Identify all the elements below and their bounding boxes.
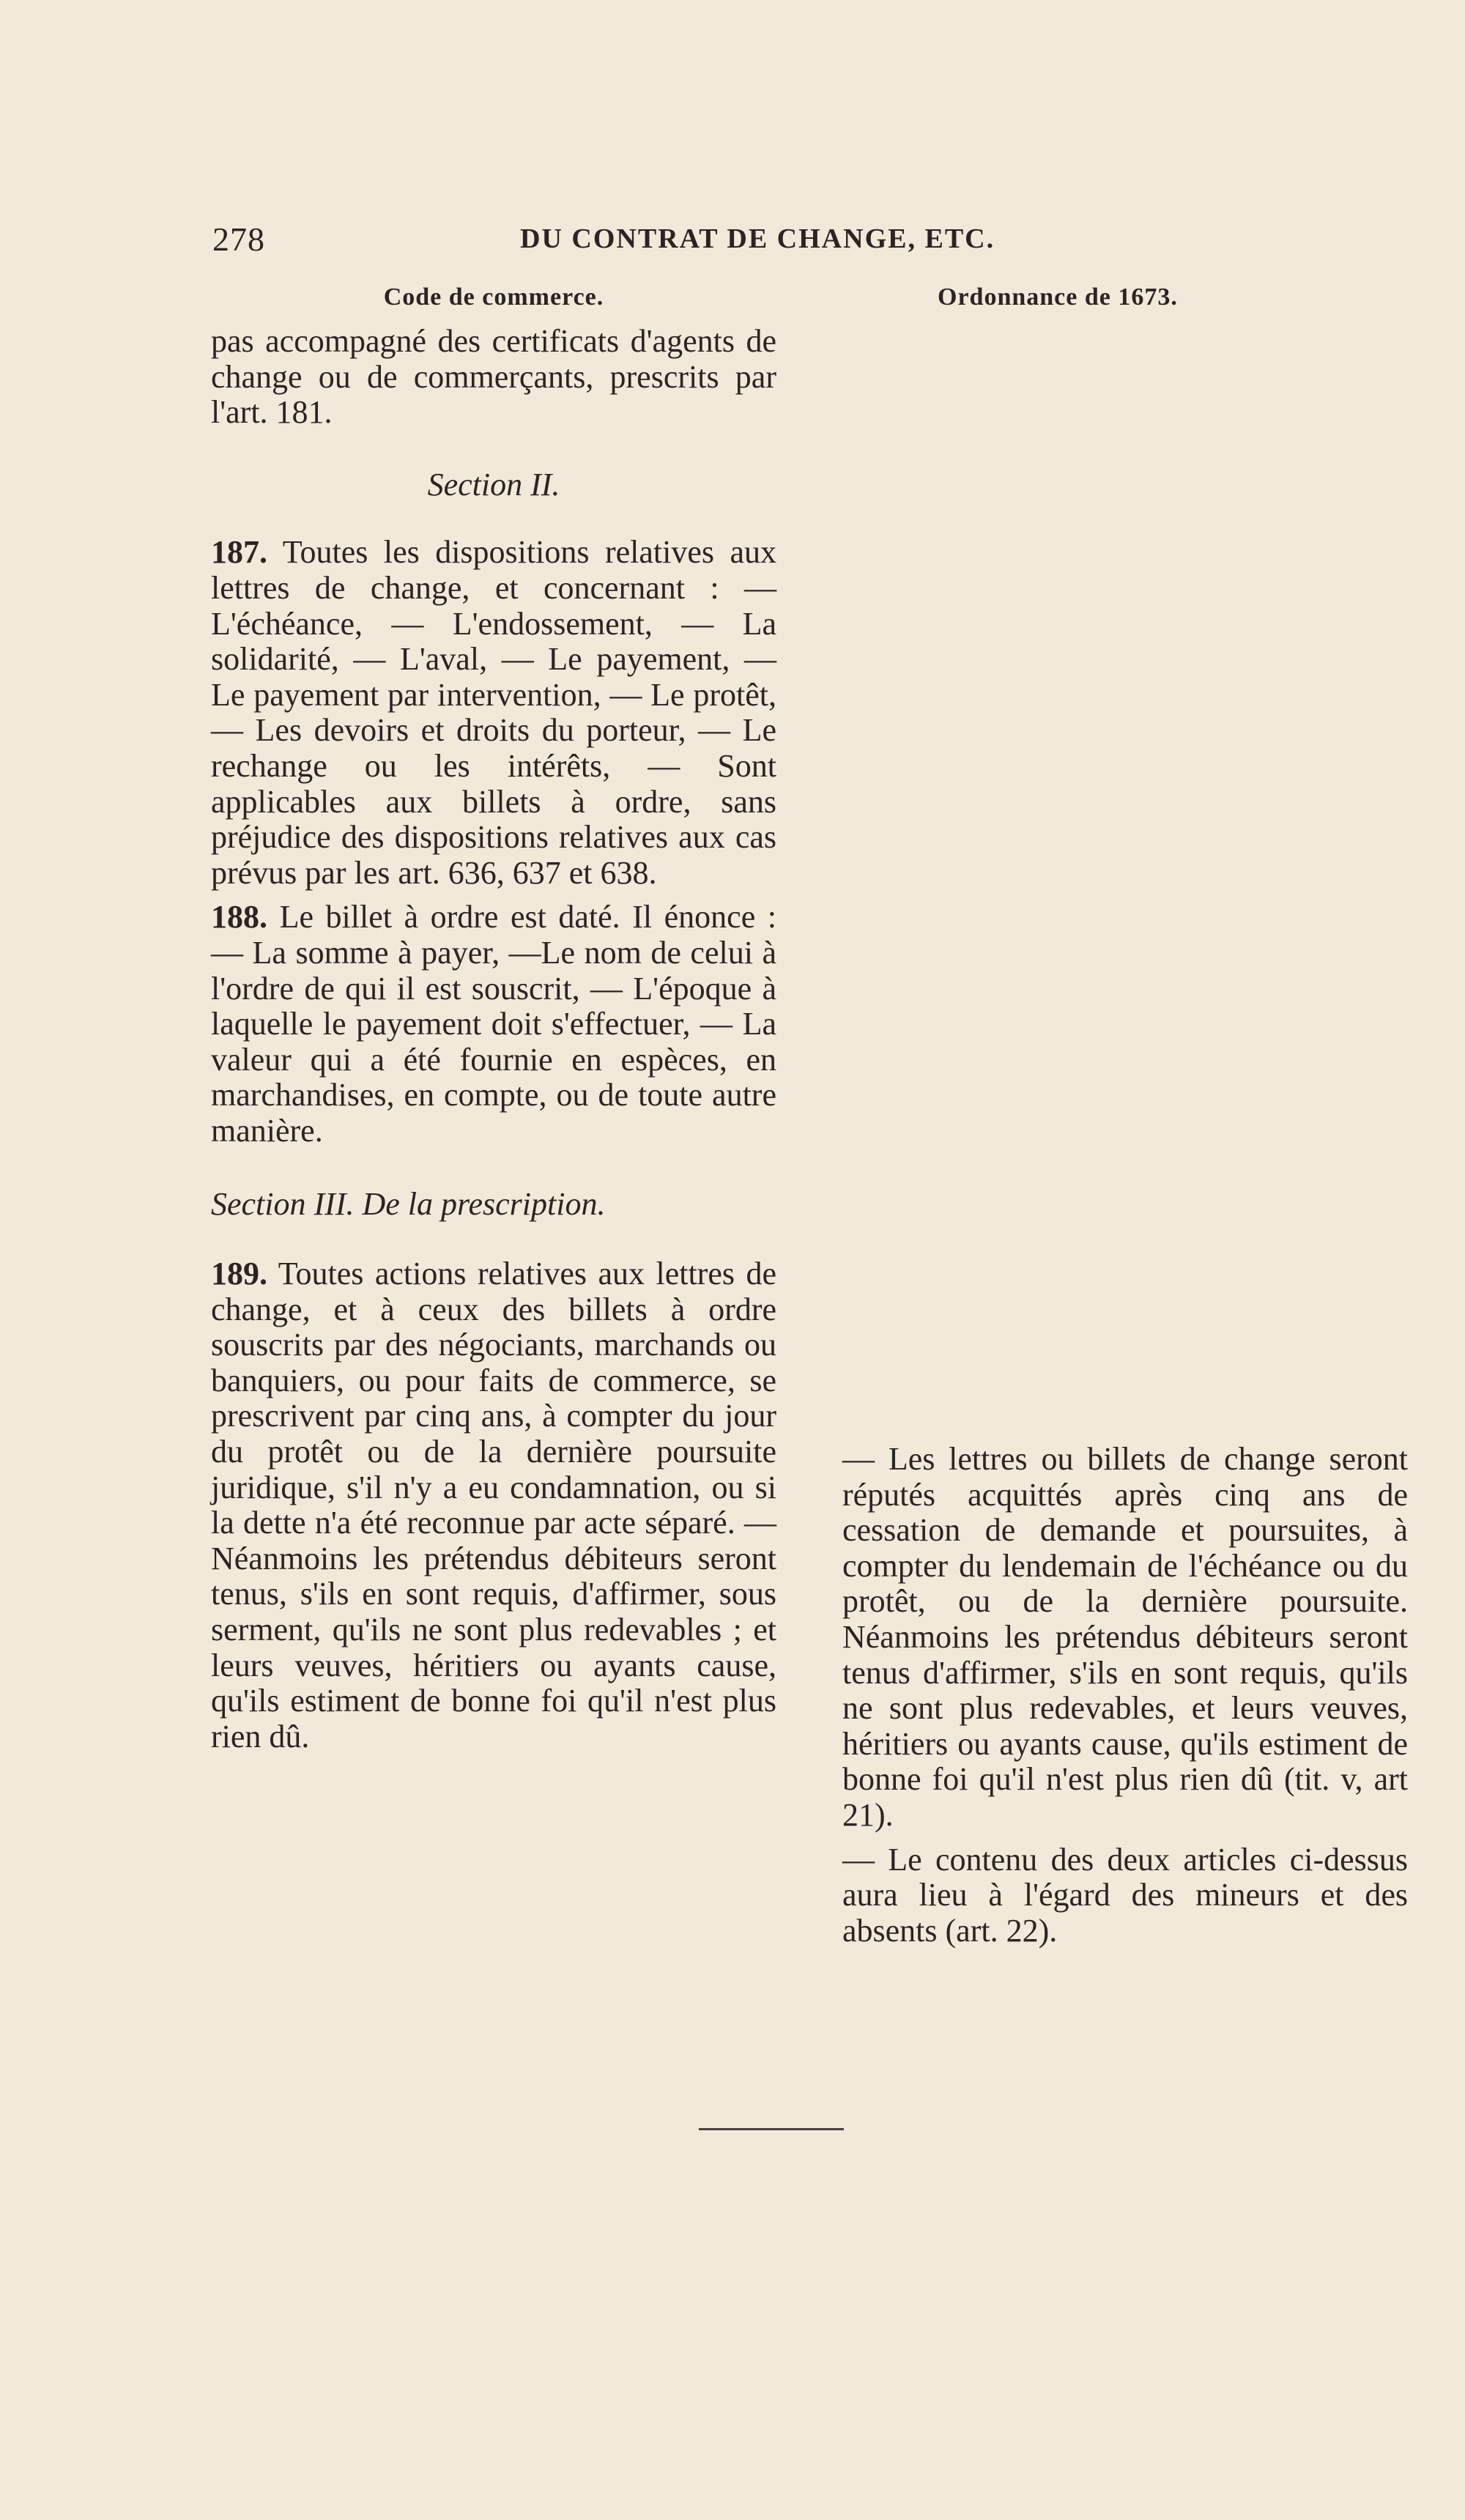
end-rule	[699, 2128, 844, 2130]
running-title: DU CONTRAT DE CHANGE, ETC.	[520, 223, 995, 254]
section-2-heading: Section II.	[427, 466, 560, 503]
article-188-number: 188.	[211, 899, 267, 935]
right-column-header: Ordonnance de 1673.	[938, 284, 1178, 311]
left-column	[211, 278, 776, 1754]
article-188	[211, 900, 776, 1149]
article-189	[211, 1256, 776, 1754]
article-187-number: 187.	[211, 534, 267, 571]
article-187	[211, 535, 776, 891]
ordonnance-paragraph-2: — Le contenu des deux articles ci-dessus aura lieu à l'égard des mineurs et des absents (art. 22).	[842, 1841, 1408, 1949]
running-head	[212, 220, 1091, 264]
article-188-text: Le billet à ordre est daté. Il énonce : — La somme à payer, —Le nom de celui à l'ordre de qui il est souscrit, — L'époque à laquelle le payement doit s'effectuer, — La valeur qui a été fournie en espèces, en marchandises, en compte, ou de toute autre manière.	[211, 899, 777, 1149]
section-3-heading: Section III. De la prescription.	[211, 1186, 606, 1223]
right-column	[842, 278, 1408, 1949]
article-187-text: Toutes les dispositions relatives aux lettres de change, et concernant : — L'échéance, — L'endossement, — La solidarité, — L'aval, — Le payement, — Le payement par intervention, — Le protêt, — Les devoirs et droits du porteur, — Le rechange ou les intérêts, — Sont applicables aux billets à ordre, sans préjudice des dispositions relatives aux cas prévus par les art. 636, 637 et 638.	[211, 534, 776, 891]
article-189-number: 189.	[211, 1256, 267, 1292]
intro-paragraph: pas accompagné des certificats d'agents de change ou de commerçants, prescrits par l'art. 181.	[211, 323, 776, 431]
page-number: 278	[212, 220, 265, 258]
left-column-header: Code de commerce.	[383, 284, 604, 311]
ordonnance-paragraph-1: — Les lettres ou billets de change seront réputés acquittés après cinq ans de cessation de demande et poursuites, à compter du lendemain de l'échéance ou du protêt, ou de la dernière poursuite. Néanmoins les prétendus débiteurs seront tenus d'affirmer, s'ils en sont requis, qu'ils ne sont plus redevables, et leurs veuves, héritiers ou ayants cause, qu'ils estiment de bonne foi qu'il n'est plus rien dû (tit. v, art 21).	[842, 1441, 1408, 1833]
article-189-text: Toutes actions relatives aux lettres de change, et à ceux des billets à ordre souscrits par des négociants, marchands ou banquiers, ou pour faits de commerce, se prescrivent par cinq ans, à compter du jour du protêt ou de la dernière poursuite juridique, s'il n'y a eu condamnation, ou si la dette n'a été reconnue par acte séparé. — Néanmoins les prétendus débiteurs seront tenus, s'ils en sont requis, d'affirmer, sous serment, qu'ils ne sont plus redevables ; et leurs veuves, héritiers ou ayants cause, qu'ils estiment de bonne foi qu'il n'est plus rien dû.	[211, 1256, 776, 1754]
right-column-spacer	[842, 324, 1408, 1442]
